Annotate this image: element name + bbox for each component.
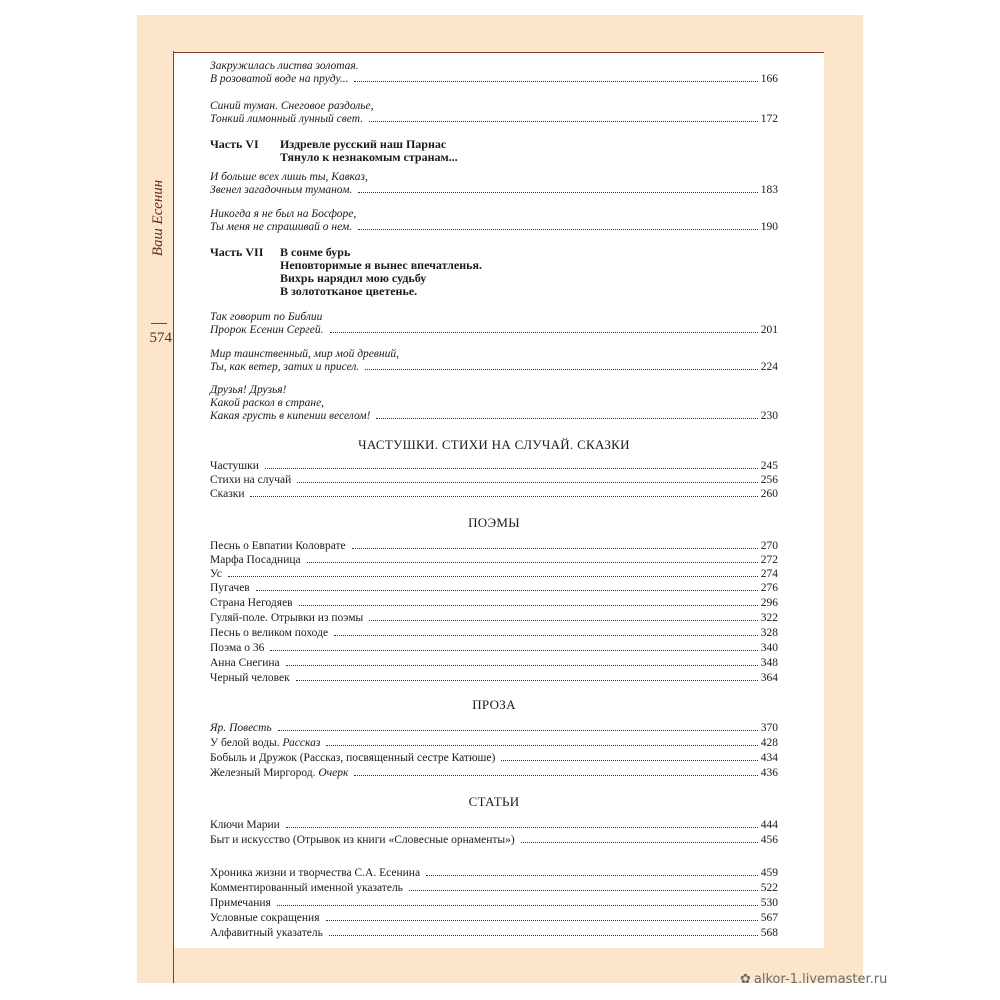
- flower-icon: ✿: [740, 972, 751, 987]
- dot-leader: [334, 634, 758, 636]
- dot-leader: [297, 481, 758, 483]
- toc-row: [210, 612, 778, 625]
- part-epigraph-line: Неповторимые я вынес впечатленья.: [280, 258, 482, 272]
- toc-page-number: 256: [760, 474, 778, 486]
- dot-leader: [286, 664, 758, 666]
- toc-row: [210, 540, 778, 553]
- toc-page-number: 522: [760, 882, 778, 894]
- toc-row-title: Пугачев: [210, 582, 250, 594]
- toc-entry: [210, 171, 778, 197]
- toc-row-title: Примечания: [210, 897, 271, 909]
- toc-row: [210, 582, 778, 595]
- toc-row-title: Гуляй-поле. Отрывки из поэмы: [210, 612, 364, 624]
- part-epigraph-line: Издревле русский наш Парнас: [280, 137, 447, 151]
- toc-row: [210, 819, 778, 832]
- dot-leader: [307, 561, 758, 563]
- toc-entry-line: В розоватой воде на пруду...: [210, 73, 349, 85]
- toc-row-title: Бобыль и Дружок (Рассказ, посвященный сестре Катюше): [210, 752, 496, 764]
- toc-page-number: 270: [760, 540, 778, 552]
- toc-entry-line: Мир таинственный, мир мой древний,: [210, 348, 399, 360]
- toc-page-number: 276: [760, 582, 778, 594]
- toc-row-title: [210, 737, 320, 750]
- folio-divider: [151, 323, 167, 324]
- dot-leader: [358, 191, 757, 193]
- dot-leader: [299, 604, 758, 606]
- toc-page-number: 348: [760, 657, 778, 669]
- toc-row-title: Алфавитный указатель: [210, 927, 323, 939]
- toc-row-title-text: Яр.: [210, 722, 230, 734]
- toc-page-number: 444: [760, 819, 778, 831]
- toc-page-number: 260: [760, 488, 778, 500]
- dot-leader: [365, 368, 757, 370]
- toc-row-title: Страна Негодяев: [210, 597, 293, 609]
- toc-page-number: 274: [760, 568, 778, 580]
- toc-page-number: 568: [760, 927, 778, 939]
- toc-row-title: Анна Снегина: [210, 657, 280, 669]
- toc-page-number: 456: [760, 834, 778, 846]
- toc-entry-line: Так говорит по Библии: [210, 311, 323, 323]
- dot-leader: [296, 679, 758, 681]
- dot-leader: [354, 774, 757, 776]
- toc-row-title: Сказки: [210, 488, 245, 500]
- toc-row: [210, 737, 778, 750]
- toc-row-title: Быт и искусство (Отрывок из книги «Словесные орнаменты»): [210, 834, 515, 846]
- toc-page-number: 201: [760, 324, 778, 336]
- dot-leader: [326, 744, 757, 746]
- toc-entry-line: Друзья! Друзья!: [210, 384, 287, 396]
- toc-page-number: 190: [760, 221, 778, 233]
- toc-entry: [210, 384, 778, 423]
- toc-row-title: Ус: [210, 568, 222, 580]
- toc-entry-line: Какая грусть в кипении веселом!: [210, 410, 371, 422]
- toc-page-number: 459: [760, 867, 778, 879]
- toc-row: [210, 722, 778, 735]
- toc-row: [210, 554, 778, 567]
- toc-entry: [210, 60, 778, 86]
- toc-entry-line: Синий туман. Снеговое раздолье,: [210, 100, 374, 112]
- part-epigraph-line: В сонме бурь: [280, 245, 351, 259]
- toc-row-title: Стихи на случай: [210, 474, 292, 486]
- toc-row: [210, 460, 778, 473]
- section-heading: ПОЭМЫ: [468, 515, 520, 530]
- toc-row-title: Частушки: [210, 460, 259, 472]
- dot-leader: [369, 120, 758, 122]
- toc-row: [210, 474, 778, 487]
- toc-page-number: 296: [760, 597, 778, 609]
- toc-row: [210, 882, 778, 895]
- toc-page-number: 245: [760, 460, 778, 472]
- toc-entry-line: Какой раскол в стране,: [210, 397, 325, 409]
- toc-row-title: Комментированный именной указатель: [210, 882, 403, 894]
- toc-page-number: 328: [760, 627, 778, 639]
- toc-page-number: 434: [760, 752, 778, 764]
- dot-leader: [270, 649, 757, 651]
- toc-entry-line: Тонкий лимонный лунный свет.: [210, 113, 364, 125]
- toc-page-number: 322: [760, 612, 778, 624]
- section-heading: ЧАСТУШКИ. СТИХИ НА СЛУЧАЙ. СКАЗКИ: [358, 437, 630, 452]
- dot-leader: [228, 575, 758, 577]
- toc-row-title: [210, 722, 272, 735]
- section-heading: СТАТЬИ: [468, 794, 520, 809]
- part-label: Часть VI: [210, 137, 259, 151]
- toc-row-genre: Рассказ: [282, 737, 321, 749]
- toc-entry: [210, 100, 778, 126]
- toc-row-title: Поэма о 36: [210, 642, 265, 654]
- dot-leader: [277, 904, 758, 906]
- toc-page-number: 567: [760, 912, 778, 924]
- dot-leader: [330, 331, 758, 333]
- toc-row: [210, 672, 778, 685]
- toc-page-number: 230: [760, 410, 778, 422]
- toc-page-number: 224: [760, 361, 778, 373]
- toc-entry: [210, 208, 778, 234]
- toc-row-genre: Повесть: [229, 722, 272, 734]
- dot-leader: [501, 759, 757, 761]
- toc-entry-line: И больше всех лишь ты, Кавказ,: [210, 171, 368, 183]
- toc-row-title-text: Железный Миргород.: [210, 767, 319, 779]
- toc-page-number: 166: [760, 73, 778, 85]
- part-epigraph-line: Тянуло к незнакомым странам...: [280, 150, 458, 164]
- dot-leader: [256, 589, 758, 591]
- toc-row-title: Хроника жизни и творчества С.А. Есенина: [210, 867, 421, 879]
- toc-entry-line: Пророк Есенин Сергей.: [210, 324, 324, 336]
- toc-row: [210, 927, 778, 940]
- toc-row: [210, 752, 778, 765]
- toc-row-title: Марфа Посадница: [210, 554, 301, 566]
- toc-row-title: Условные сокращения: [210, 912, 320, 924]
- toc-entry-line: Закружилась листва золотая.: [210, 60, 359, 72]
- toc-entry-line: Ты меня не спрашивай о нем.: [210, 221, 353, 233]
- toc-row: [210, 834, 778, 847]
- dot-leader: [426, 874, 758, 876]
- toc-entry-line: Ты, как ветер, затих и присел.: [210, 361, 360, 373]
- page-number: 574: [149, 330, 172, 346]
- toc-page-number: 340: [760, 642, 778, 654]
- toc-entry-line: Никогда я не был на Босфоре,: [210, 208, 357, 220]
- toc-page-number: 172: [760, 113, 778, 125]
- section-heading: ПРОЗА: [472, 697, 516, 712]
- dot-leader: [265, 467, 758, 469]
- dot-leader: [326, 919, 758, 921]
- dot-leader: [250, 495, 757, 497]
- dot-leader: [354, 80, 757, 82]
- toc-row-title: Песнь о великом походе: [210, 627, 329, 639]
- toc-page-number: 364: [760, 672, 778, 684]
- toc-row-title: [210, 767, 348, 780]
- toc-row: [210, 488, 778, 501]
- toc-page-number: 272: [760, 554, 778, 566]
- toc-row: [210, 642, 778, 655]
- part-label: Часть VII: [210, 245, 264, 259]
- toc-row-title: Ключи Марии: [210, 819, 280, 831]
- toc-row: [210, 627, 778, 640]
- toc-entry: [210, 311, 778, 337]
- toc-row: [210, 657, 778, 670]
- part-epigraph-line: Вихрь нарядил мою судьбу: [280, 271, 427, 285]
- toc-row: [210, 897, 778, 910]
- toc-row-title: Песнь о Евпатии Коловрате: [210, 540, 346, 552]
- dot-leader: [329, 934, 758, 936]
- dot-leader: [286, 826, 758, 828]
- dot-leader: [278, 729, 758, 731]
- part-epigraph-line: В золототканое цветенье.: [280, 284, 418, 298]
- toc-row-title: Черный человек: [210, 672, 290, 684]
- dot-leader: [409, 889, 758, 891]
- toc-row-genre: Очерк: [318, 767, 349, 779]
- toc-entry: [210, 348, 778, 374]
- dot-leader: [352, 547, 758, 549]
- toc-entry-line: Звенел загадочным туманом.: [210, 184, 353, 196]
- toc-page-number: 183: [760, 184, 778, 196]
- toc-page-number: 436: [760, 767, 778, 779]
- toc-row: [210, 597, 778, 610]
- toc-row: [210, 767, 778, 780]
- watermark-text: alkor-1.livemaster.ru: [753, 972, 888, 987]
- dot-leader: [369, 619, 757, 621]
- dot-leader: [521, 841, 758, 843]
- toc-page-number: 428: [760, 737, 778, 749]
- watermark: [740, 972, 887, 987]
- toc-row: [210, 568, 778, 581]
- toc-page-number: 530: [760, 897, 778, 909]
- toc-row-title-text: У белой воды.: [210, 737, 283, 749]
- toc-row: [210, 867, 778, 880]
- toc-page-number: 370: [760, 722, 778, 734]
- dot-leader: [376, 417, 757, 419]
- toc-row: [210, 912, 778, 925]
- dot-leader: [358, 228, 758, 230]
